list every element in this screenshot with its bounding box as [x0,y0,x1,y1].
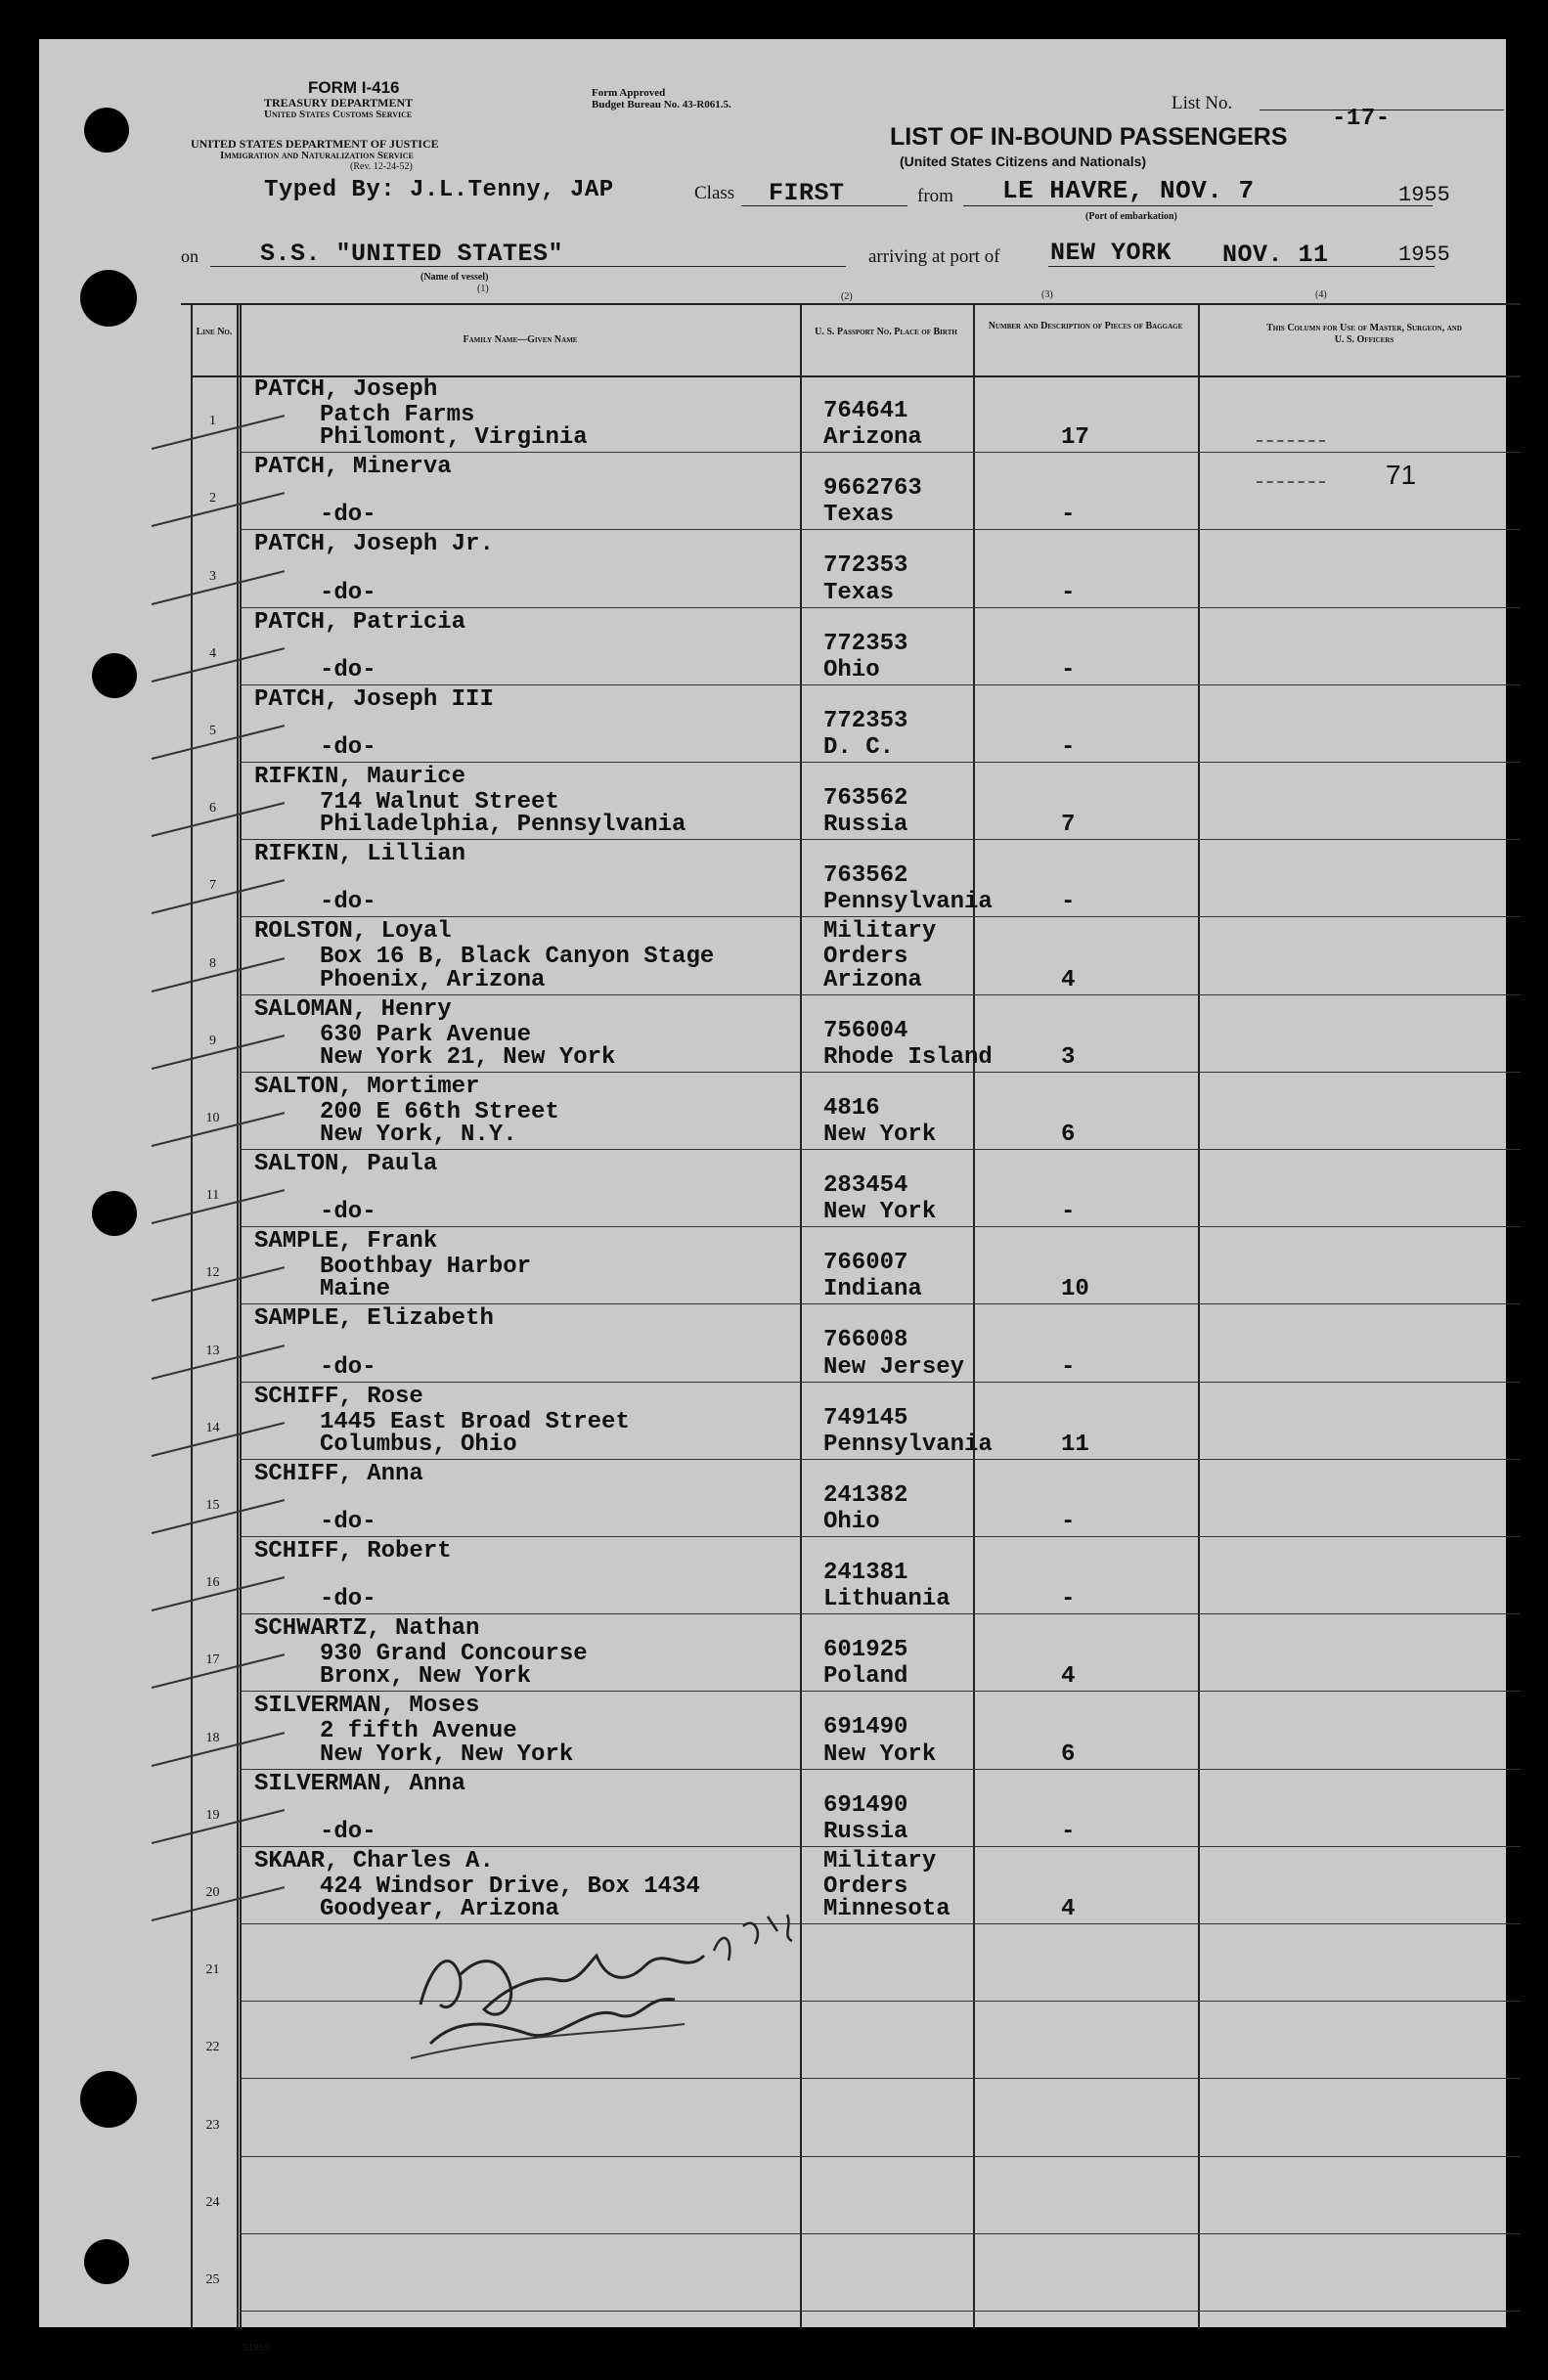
place-of-birth: Ohio [823,1508,880,1535]
passenger-name: SCHIFF, Robert [254,1538,452,1565]
baggage-count: - [1061,1818,1076,1845]
class-value: FIRST [769,179,845,207]
column-header-line-no: Line No. [196,327,233,337]
baggage-count: - [1061,1508,1076,1535]
baggage-count: - [1061,889,1076,916]
passenger-name: PATCH, Joseph [254,376,438,403]
line-number: 7 [209,878,216,894]
line-number: 9 [209,1033,216,1048]
line-number: 14 [205,1420,220,1435]
address-line-2: -do- [320,1818,376,1845]
passport-number: 772353 [823,707,908,734]
address-line-1: Box 16 B, Black Canyon Stage [320,944,715,971]
passenger-name: SALOMAN, Henry [254,995,452,1023]
place-of-birth: Ohio [823,656,880,683]
passenger-name: PATCH, Patricia [254,608,466,636]
address-line-1: 2 fifth Avenue [320,1718,517,1745]
officer-note: 71 [1386,460,1417,490]
manifest-sheet [39,39,1506,2354]
table-row [191,2234,1521,2312]
address-line-2: Maine [320,1276,391,1303]
address-line-2: Philomont, Virginia [320,424,588,452]
table-row [191,2157,1521,2234]
place-of-birth: New York [823,1121,937,1148]
table-row [191,1614,1521,1692]
baggage-count: - [1061,1353,1076,1381]
baggage-count: 3 [1061,1043,1076,1071]
line-number: 22 [205,2040,220,2055]
passenger-name: SILVERMAN, Anna [254,1770,466,1797]
vessel-name: S.S. "UNITED STATES" [260,240,564,268]
place-of-birth: Indiana [823,1276,922,1303]
department-of-justice: UNITED STATES DEPARTMENT OF JUSTICE [191,137,439,151]
passport-number: 749145 [823,1404,908,1432]
line-number: 13 [205,1343,220,1358]
table-row [191,763,1521,840]
column-header-passport: U. S. Passport No. Place of Birth [815,327,957,337]
passenger-table [191,305,1521,2329]
officer-marks [1257,440,1325,483]
place-of-birth: Russia [823,1818,908,1845]
address-line-2: Phoenix, Arizona [320,966,546,993]
list-subtitle: (United States Citizens and Nationals) [900,154,1147,169]
passport-number: 691490 [823,1791,908,1819]
line-number: 12 [205,1265,220,1281]
line-number: 20 [205,1884,220,1900]
table-row [191,1304,1521,1382]
place-of-birth: Minnesota [823,1895,951,1922]
table-row [191,2002,1521,2079]
footer-code: 51959 [243,2343,270,2354]
line-number: 15 [205,1497,220,1513]
line-number: 8 [209,955,216,971]
passenger-name: RIFKIN, Maurice [254,764,466,790]
address-line-2: Columbus, Ohio [320,1431,517,1458]
baggage-count: 4 [1061,1895,1076,1922]
line-number: 21 [205,1962,220,1978]
passenger-name: PATCH, Minerva [254,454,452,481]
passport-number: Military Orders [823,1847,937,1900]
baggage-count: - [1061,1199,1076,1226]
address-line-2: -do- [320,733,376,761]
from-label: from [917,186,953,206]
baggage-count: - [1061,733,1076,761]
place-of-birth: Pennsylvania [823,889,993,916]
handwritten-signature [391,1887,821,2073]
column-4-number: (4) [1315,289,1327,300]
line-number: 23 [205,2117,220,2133]
passenger-name: RIFKIN, Lillian [254,841,466,868]
line-number: 16 [205,1575,220,1591]
line-number: 25 [205,2271,220,2287]
place-of-birth: Texas [823,502,895,529]
passenger-name: PATCH, Joseph III [254,685,494,713]
port-embarkation-caption: (Port of embarkation) [1085,211,1177,222]
passenger-name: SCHWARTZ, Nathan [254,1615,480,1643]
passport-number: 601925 [823,1637,908,1664]
column-3-number: (3) [1041,289,1053,300]
punch-hole [80,270,137,327]
table-row [191,995,1521,1073]
address-line-2: New York 21, New York [320,1043,616,1071]
address-line-1: 714 Walnut Street [320,789,559,815]
passport-number: 764641 [823,398,908,424]
table-row [191,608,1521,685]
immigration-service: Immigration and Naturalization Service [220,150,414,161]
address-line-2: Philadelphia, Pennsylvania [320,812,686,839]
line-number: 18 [205,1730,220,1745]
line-number: 2 [209,491,216,507]
column-header-name: Family Name—Given Name [463,334,578,345]
place-of-birth: Lithuania [823,1586,951,1613]
line-number: 17 [205,1653,220,1668]
baggage-count: 6 [1061,1741,1076,1768]
table-row [191,1847,1521,1924]
address-line-1: 200 E 66th Street [320,1098,559,1125]
table-row [191,1073,1521,1150]
table-row [191,1924,1521,2002]
address-line-1: Boothbay Harbor [320,1254,532,1281]
table-row [191,1770,1521,1847]
baggage-count: - [1061,656,1076,683]
baggage-count: 10 [1061,1276,1089,1303]
treasury-department: TREASURY DEPARTMENT [264,96,414,110]
line-number: 24 [205,2194,220,2210]
address-line-2: -do- [320,1199,376,1226]
address-line-2: -do- [320,1353,376,1381]
passenger-name: SCHIFF, Rose [254,1383,423,1410]
passport-number: 9662763 [823,475,922,503]
passport-number: 766007 [823,1250,908,1277]
passport-number: 756004 [823,1017,908,1044]
punch-hole [84,108,129,153]
column-header-baggage: Number and Description of Pieces of Baggage [988,321,1183,331]
on-label: on [181,246,199,266]
row-rule [240,2311,1521,2312]
passenger-name: SAMPLE, Frank [254,1228,438,1256]
baggage-count: 6 [1061,1121,1076,1148]
baggage-count: 11 [1061,1431,1089,1458]
line-number: 3 [209,568,216,584]
punch-hole [80,2071,137,2128]
place-of-birth: New Jersey [823,1353,965,1381]
baggage-count: - [1061,1586,1076,1613]
passport-number: Military Orders [823,918,937,971]
table-row [191,1537,1521,1614]
passenger-name: SAMPLE, Elizabeth [254,1305,494,1333]
baggage-count: - [1061,579,1076,606]
baggage-count: - [1061,502,1076,529]
passport-number: 772353 [823,552,908,580]
place-of-birth: D. C. [823,733,895,761]
revision-date: (Rev. 12-24-52) [350,161,413,172]
line-number: 4 [209,645,216,661]
baggage-count: 4 [1061,1663,1076,1691]
table-row [191,917,1521,994]
form-approved: Form Approved [592,87,666,99]
line-number: 5 [209,723,216,738]
table-row [191,2079,1521,2156]
column-1-number: (1) [477,284,489,294]
table-row [191,1150,1521,1227]
place-of-birth: Russia [823,812,908,839]
punch-hole [92,653,137,698]
line-number: 10 [205,1110,220,1125]
place-of-birth: Arizona [823,966,922,993]
baggage-count: 4 [1061,966,1076,993]
passenger-name: SALTON, Paula [254,1151,438,1177]
table-row [191,840,1521,917]
baggage-count: 7 [1061,812,1076,839]
arrival-date: NOV. 11 [1222,241,1329,269]
arrival-port: NEW YORK [1050,239,1172,267]
year-arrival: 1955 [1398,242,1450,267]
list-number: -17- [1332,106,1391,132]
passport-number: 241381 [823,1560,908,1586]
form-number: FORM I-416 [308,78,400,97]
place-of-birth: New York [823,1199,937,1226]
address-line-2: -do- [320,502,376,529]
passport-number: 766008 [823,1327,908,1354]
table-row [191,530,1521,607]
place-of-birth: Arizona [823,424,922,452]
address-line-2: Bronx, New York [320,1663,532,1691]
address-line-1: Patch Farms [320,402,475,428]
address-line-1: 424 Windsor Drive, Box 1434 [320,1873,700,1900]
passenger-name: ROLSTON, Loyal [254,918,452,946]
column-header-officers: This Column for Use of Master, Surgeon, and U. S. Officers [1266,323,1462,345]
passenger-name: SALTON, Mortimer [254,1073,480,1100]
list-title: LIST OF IN-BOUND PASSENGERS [890,123,1288,151]
budget-bureau: Budget Bureau No. 43-R061.5. [592,99,731,110]
address-line-2: Goodyear, Arizona [320,1895,559,1922]
address-line-2: -do- [320,1586,376,1613]
passport-number: 772353 [823,630,908,657]
typed-by: Typed By: J.L.Tenny, JAP [264,177,614,203]
baggage-count: 17 [1061,424,1089,452]
address-line-1: 1445 East Broad Street [320,1408,630,1435]
place-of-birth: Texas [823,579,895,606]
place-of-birth: Pennsylvania [823,1431,993,1458]
customs-service: United States Customs Service [264,109,413,120]
address-line-1: 630 Park Avenue [320,1021,532,1048]
table-row [191,1692,1521,1769]
vessel-caption: (Name of vessel) [420,272,489,283]
address-line-1: 930 Grand Concourse [320,1641,588,1668]
table-row [191,1227,1521,1304]
passport-number: 241382 [823,1481,908,1509]
address-line-2: New York, N.Y. [320,1121,517,1148]
table-row [191,1383,1521,1460]
passenger-name: SILVERMAN, Moses [254,1693,480,1720]
address-line-2: -do- [320,889,376,916]
line-number: 11 [205,1188,220,1204]
line-number: 1 [209,414,216,429]
passport-number: 4816 [823,1094,880,1122]
table-row [191,685,1521,763]
passport-number: 763562 [823,862,908,890]
passenger-name: PATCH, Joseph Jr. [254,531,494,558]
passenger-name: SKAAR, Charles A. [254,1847,494,1874]
punch-hole [84,2239,129,2284]
table-row [191,1460,1521,1537]
passport-number: 691490 [823,1714,908,1741]
column-2-number: (2) [841,291,853,302]
place-of-birth: Poland [823,1663,908,1691]
passenger-name: SCHIFF, Anna [254,1460,423,1487]
list-no-label: List No. [1172,93,1233,113]
line-number: 6 [209,801,216,816]
passport-number: 763562 [823,785,908,812]
passport-number: 283454 [823,1172,908,1199]
place-of-birth: New York [823,1741,937,1768]
address-line-2: -do- [320,656,376,683]
year-embarkation: 1955 [1398,183,1450,207]
port-of-embarkation: LE HAVRE, NOV. 7 [1002,176,1255,205]
punch-hole [92,1191,137,1236]
address-line-2: -do- [320,1508,376,1535]
class-label: Class [694,183,735,203]
place-of-birth: Rhode Island [823,1043,993,1071]
address-line-2: New York, New York [320,1741,574,1768]
arriving-label: arriving at port of [868,246,1000,267]
address-line-2: -do- [320,579,376,606]
line-number: 19 [205,1807,220,1823]
